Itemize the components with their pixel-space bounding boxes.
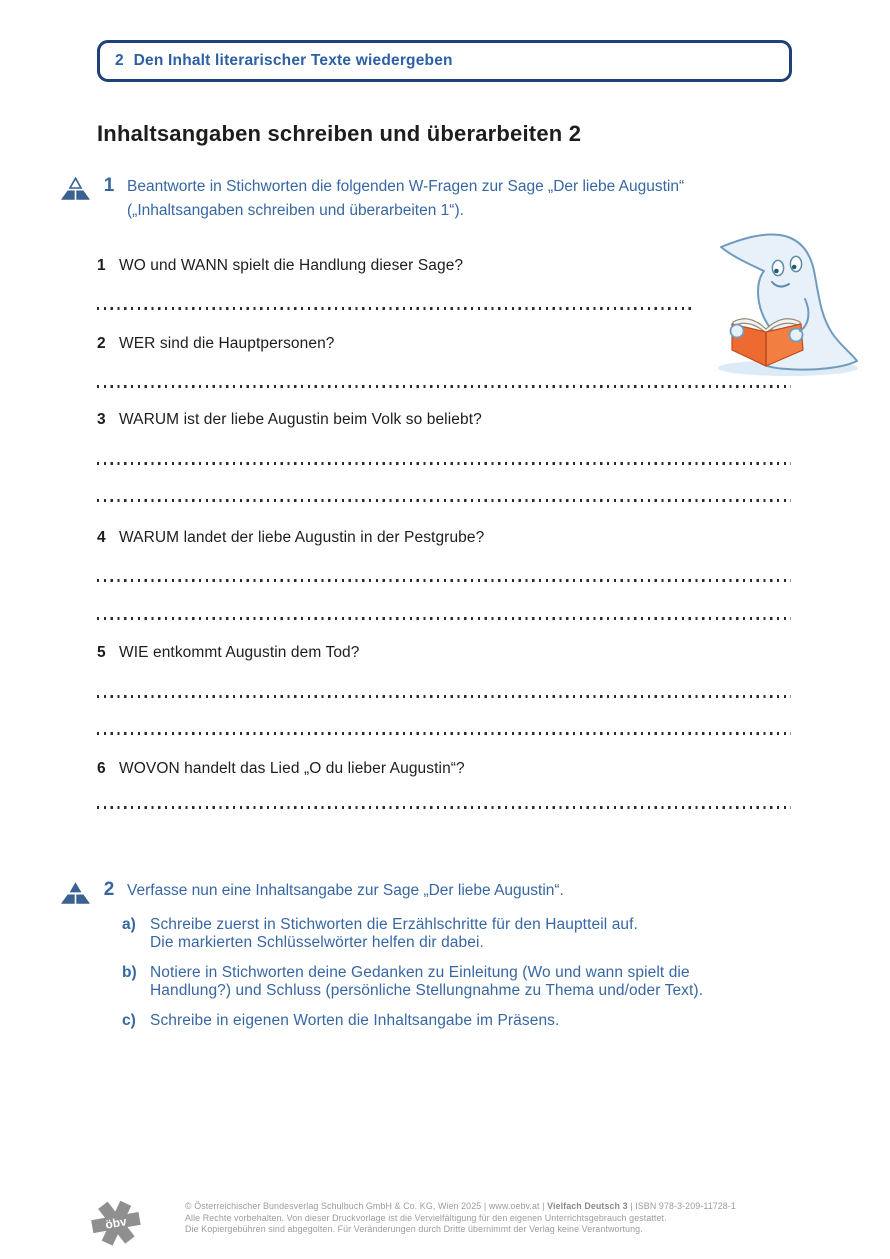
oebv-publisher-logo-icon xyxy=(88,1196,150,1250)
question-3 xyxy=(97,411,482,429)
footer-line-1: © Österreichischer Bundesverlag Schulbuch GmbH & Co. KG, Wien 2025 | www.oebv.at | Vielfach Deutsch 3 | ISBN 978-3-209-11728-1 xyxy=(185,1201,736,1211)
task2-item-a xyxy=(122,916,638,952)
question-6 xyxy=(97,760,465,778)
page-title: Inhaltsangaben schreiben und überarbeiten 2 xyxy=(97,121,582,146)
chapter-header-box xyxy=(97,40,792,82)
task-instruction xyxy=(127,879,817,903)
task-number: 2 xyxy=(103,879,115,900)
answer-line xyxy=(97,307,694,310)
difficulty-pyramid-level1-icon xyxy=(60,177,91,201)
footer-imprint xyxy=(185,1201,845,1236)
answer-line xyxy=(97,385,791,388)
question-text: WOVON handelt das Lied „O du lieber Augustin“? xyxy=(119,760,465,777)
task-1 xyxy=(60,175,817,222)
answer-line xyxy=(97,499,791,502)
question-number: 6 xyxy=(97,760,106,777)
oebv-logo-text: öbv xyxy=(104,1214,128,1232)
item-label: b) xyxy=(122,964,137,981)
question-number: 1 xyxy=(97,257,106,274)
difficulty-pyramid-level2-icon xyxy=(60,881,91,905)
item-text-line: Notiere in Stichworten deine Gedanken zu Einleitung (Wo und wann spielt die xyxy=(150,964,690,981)
answer-line xyxy=(97,732,791,735)
footer-line-2: Alle Rechte vorbehalten. Von dieser Druckvorlage ist die Vervielfältigung für den eigenen Unterrichtsgebrauch gestattet. xyxy=(185,1212,667,1223)
answer-line xyxy=(97,462,791,465)
question-text: WARUM ist der liebe Augustin beim Volk so beliebt? xyxy=(119,411,482,428)
question-2 xyxy=(97,335,335,353)
item-text-line: Die markierten Schlüsselwörter helfen dir dabei. xyxy=(150,934,484,951)
answer-line xyxy=(97,617,791,620)
task1-text-line1: Beantworte in Stichworten die folgenden W-Fragen zur Sage „Der liebe Augustin“ xyxy=(127,178,685,195)
task2-item-b xyxy=(122,964,703,1000)
task-2 xyxy=(60,879,817,905)
question-number: 4 xyxy=(97,529,106,546)
item-label: c) xyxy=(122,1012,136,1029)
question-number: 3 xyxy=(97,411,106,428)
task1-text-line2: („Inhaltsangaben schreiben und überarbeiten 1“). xyxy=(127,201,464,219)
question-4 xyxy=(97,529,484,547)
answer-line xyxy=(97,579,791,582)
ghost-reading-book-illustration xyxy=(693,227,867,379)
item-text-line: Handlung?) und Schluss (persönliche Stellungnahme zu Thema und/oder Text). xyxy=(150,982,704,999)
question-1 xyxy=(97,257,463,275)
answer-line xyxy=(97,695,791,698)
answer-line xyxy=(97,806,791,809)
question-number: 2 xyxy=(97,335,106,352)
item-text-line: Schreibe zuerst in Stichworten die Erzählschritte für den Hauptteil auf. xyxy=(150,916,638,933)
question-number: 5 xyxy=(97,644,106,661)
question-text: WIE entkommt Augustin dem Tod? xyxy=(119,644,360,661)
item-label: a) xyxy=(122,916,136,933)
chapter-title: Den Inhalt literarischer Texte wiedergeben xyxy=(133,52,453,69)
task-instruction xyxy=(127,175,817,222)
question-5 xyxy=(97,644,360,662)
chapter-number: 2 xyxy=(115,52,124,69)
item-text-line: Schreibe in eigenen Worten die Inhaltsangabe im Präsens. xyxy=(150,1012,560,1029)
task2-text: Verfasse nun eine Inhaltsangabe zur Sage „Der liebe Augustin“. xyxy=(127,882,564,899)
question-text: WO und WANN spielt die Handlung dieser Sage? xyxy=(119,257,464,274)
task2-item-c xyxy=(122,1012,559,1030)
task-number: 1 xyxy=(103,175,115,196)
footer-line-3: Die Kopiergebühren sind abgegolten. Für Veränderungen durch Dritte übernimmt der Verlag keine Verantwortung. xyxy=(185,1224,643,1235)
question-text: WARUM landet der liebe Augustin in der Pestgrube? xyxy=(119,529,485,546)
question-text: WER sind die Hauptpersonen? xyxy=(119,335,335,352)
